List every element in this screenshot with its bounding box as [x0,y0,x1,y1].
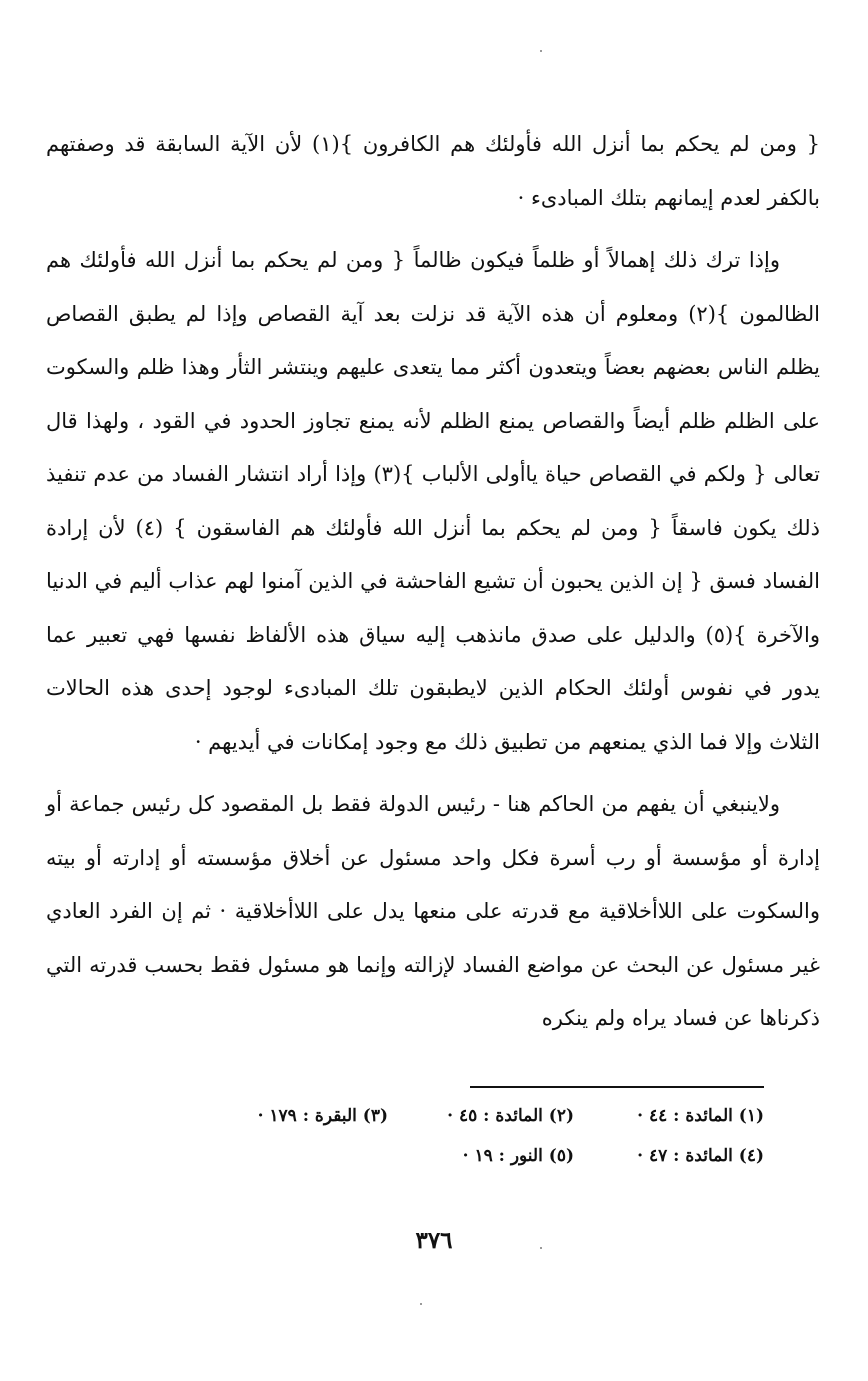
paragraph: ولاينبغي أن يفهم من الحاكم هنا - رئيس الدولة فقط بل المقصود كل رئيس جماعة أو إدارة أو مؤسسة أو رب أسرة فكل واحد مسئول عن أخلاق مؤسسته أو إدارته أو بيته والسكوت على اللاأخلاقية مع قدرته على منعها يدل على اللاأخلاقية · ثم إن الفرد العادي غير مسئول عن البحث عن مواضع الفساد لإزالته وإنما هو مسئول فقط بحسب قدرته التي ذكرناها عن فساد يراه ولم ينكره [46,792,820,1030]
page-number: ٣٧٦ [415,1227,453,1254]
paragraph: وإذا ترك ذلك إهمالاً أو ظلماً فيكون ظالماً { ومن لم يحكم بما أنزل الله فأولئك هم الظالمون }(٢) ومعلوم أن هذه الآية قد نزلت بعد آية القصاص وإذا لم يطبق القصاص يظلم الناس بعضهم بعضاً ويتعدون أكثر مما يتعدى عليهم وينتشر الثأر وهذا ظلم والسكوت على الظلم ظلم أيضاً والقصاص يمنع الظلم لأنه يمنع تجاوز الحدود في القود ، ولهذا قال تعالى { ولكم في القصاص حياة ياأولى الألباب }(٣) وإذا أراد انتشار الفساد من عدم تنفيذ ذلك يكون فاسقاً { ومن لم يحكم بما أنزل الله فأولئك هم الفاسقون } (٤) لأن إرادة الفساد فسق { إن الذين يحبون أن تشيع الفاحشة في الذين آمنوا لهم عذاب أليم في الدنيا والآخرة }(٥) والدليل على صدق مانذهب إليه سياق هذه الألفاظ نفسها فهي تعبير عما يدور في نفوس أولئك الحكام الذين لايطبقون تلك المبادىء لوجود إحدى هذه الحالات الثلاث وإلا فما الذي يمنعهم من تطبيق ذلك مع وجود إمكانات في أيديهم · [46,248,821,754]
footnote-divider [470,1086,764,1088]
footnote-item: (٥) النور : ١٩ · [462,1146,574,1166]
body-text [46,118,820,1046]
footnote-item: (١) المائدة : ٤٤ · [637,1106,764,1126]
footnote-item: (٣) البقرة : ١٧٩ · [257,1106,388,1126]
footnote-item: (٢) المائدة : ٤٥ · [447,1106,574,1126]
footnotes [204,1106,764,1186]
paragraph: { ومن لم يحكم بما أنزل الله فأولئك هم الكافرون }(١) لأن الآية السابقة قد وصفتهم بالكفر لعدم إيمانهم بتلك المبادىء · [46,132,820,210]
footnote-item: (٤) المائدة : ٤٧ · [637,1146,764,1166]
scan-speck [420,1303,422,1305]
scan-speck [540,1247,542,1249]
scan-speck [540,50,542,52]
